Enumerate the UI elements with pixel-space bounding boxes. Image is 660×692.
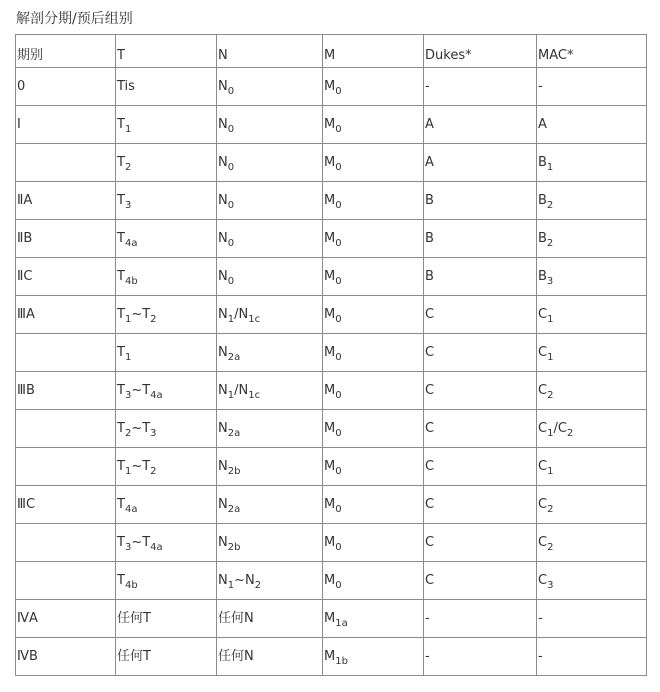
cell-subscript: 0 (335, 161, 342, 173)
cell-subscript: 3 (124, 541, 132, 553)
cell-mac (537, 334, 647, 372)
cell-subscript: 3 (150, 427, 157, 439)
cell-subscript: 1 (124, 123, 132, 135)
header-dukes: Dukes* (424, 35, 537, 68)
cell-stage (16, 600, 116, 638)
cell-stage (16, 448, 116, 486)
cell-text: M (324, 306, 336, 322)
cell-m (323, 68, 424, 106)
cell-text: /N (234, 306, 249, 322)
cell-subscript: 2 (546, 237, 554, 249)
cell-m (323, 144, 424, 182)
cell-t (116, 106, 217, 144)
cell-text: - (538, 610, 543, 626)
cell-dukes (424, 524, 537, 562)
cell-t (116, 144, 217, 182)
cell-text: ⅢC (17, 496, 36, 512)
cell-subscript: 1c (248, 313, 261, 325)
cell-text: M (324, 192, 336, 208)
cell-t (116, 562, 217, 600)
cell-text: C (538, 534, 548, 550)
cell-t (116, 220, 217, 258)
cell-text: /C (553, 420, 567, 436)
header-t: T (116, 35, 217, 68)
cell-text: T (117, 344, 125, 360)
cell-mac (537, 296, 647, 334)
cell-text: B (425, 230, 434, 246)
cell-n (217, 372, 323, 410)
cell-subscript: 1c (248, 389, 261, 401)
cell-subscript: 2 (547, 389, 554, 401)
cell-text: ⅡB (17, 230, 33, 246)
cell-subscript: 2 (150, 465, 157, 477)
cell-text: ~T (131, 420, 151, 436)
cell-dukes (424, 562, 537, 600)
cell-subscript: 2a (227, 427, 241, 439)
cell-text: T (117, 154, 125, 170)
cell-text: C (538, 572, 548, 588)
cell-text: ⅣA (17, 610, 38, 626)
cell-text: - (538, 648, 543, 664)
cell-text: M (324, 572, 336, 588)
cell-text: B (538, 230, 547, 246)
cell-subscript: 0 (335, 541, 342, 553)
cell-text: M (324, 230, 336, 246)
cell-text: C (538, 420, 548, 436)
cell-subscript: 1 (546, 161, 554, 173)
cell-stage (16, 562, 116, 600)
cell-mac (537, 486, 647, 524)
cell-subscript: 4b (124, 275, 138, 287)
cell-text: Ⅰ (17, 116, 21, 132)
table-caption: 解剖分期/预后组别 (16, 11, 133, 27)
cell-dukes (424, 144, 537, 182)
cell-t (116, 448, 217, 486)
cell-text: ⅢA (17, 306, 35, 322)
cell-mac (537, 220, 647, 258)
cell-n (217, 448, 323, 486)
cell-dukes (424, 448, 537, 486)
cell-stage (16, 106, 116, 144)
cell-text: B (538, 154, 547, 170)
cell-m (323, 258, 424, 296)
cell-text: T (117, 572, 125, 588)
cell-mac (537, 638, 647, 676)
cell-t (116, 638, 217, 676)
cell-subscript: 0 (335, 237, 342, 249)
cell-text: N (218, 572, 228, 588)
cell-text: C (425, 420, 435, 436)
table-row (16, 220, 647, 258)
cell-text: N (218, 116, 228, 132)
cell-m (323, 410, 424, 448)
cell-text: A (538, 116, 547, 132)
cell-subscript: 1 (547, 465, 554, 477)
cell-mac (537, 600, 647, 638)
cell-text: C (538, 496, 548, 512)
cell-text: B (425, 192, 434, 208)
cell-t (116, 258, 217, 296)
cell-subscript: 1 (547, 351, 554, 363)
cell-text: 0 (17, 78, 26, 94)
cell-mac (537, 410, 647, 448)
cell-t (116, 68, 217, 106)
cell-text: ~T (131, 306, 151, 322)
header-m: M (323, 35, 424, 68)
cell-mac (537, 372, 647, 410)
cell-t (116, 486, 217, 524)
cell-subscript: 0 (227, 199, 235, 211)
cell-m (323, 638, 424, 676)
cell-text: 任何N (218, 648, 254, 664)
cell-subscript: 0 (227, 123, 235, 135)
cell-n (217, 258, 323, 296)
cell-subscript: 0 (335, 465, 342, 477)
cell-text: 任何N (218, 610, 254, 626)
cell-subscript: 1a (335, 617, 348, 629)
table-body (16, 68, 647, 676)
cell-dukes (424, 182, 537, 220)
cell-text: C (538, 458, 548, 474)
table-row (16, 106, 647, 144)
cell-text: C (425, 344, 435, 360)
cell-text: C (425, 458, 435, 474)
cell-text: ~T (131, 458, 151, 474)
cell-t (116, 524, 217, 562)
table-row (16, 448, 647, 486)
cell-subscript: 0 (335, 313, 342, 325)
cell-text: A (425, 154, 434, 170)
cell-text: /N (234, 382, 249, 398)
cell-mac (537, 258, 647, 296)
cell-dukes (424, 410, 537, 448)
cell-mac (537, 524, 647, 562)
cell-subscript: 1 (124, 351, 132, 363)
table-row (16, 410, 647, 448)
cell-subscript: 2 (254, 579, 262, 591)
cell-subscript: 0 (227, 85, 235, 97)
cell-subscript: 0 (335, 199, 342, 211)
table-row (16, 68, 647, 106)
cell-m (323, 562, 424, 600)
cell-n (217, 68, 323, 106)
cell-subscript: 4b (124, 579, 138, 591)
cell-text: T (117, 306, 125, 322)
cell-subscript: 0 (227, 161, 235, 173)
cell-m (323, 296, 424, 334)
cell-text: Tis (117, 78, 135, 94)
cell-subscript: 0 (335, 579, 342, 591)
cell-n (217, 334, 323, 372)
cell-stage (16, 182, 116, 220)
cell-stage (16, 296, 116, 334)
cell-subscript: 1 (227, 389, 235, 401)
cell-n (217, 296, 323, 334)
cell-t (116, 372, 217, 410)
cell-text: C (425, 306, 435, 322)
cell-text: M (324, 420, 336, 436)
table-row (16, 296, 647, 334)
cell-m (323, 334, 424, 372)
cell-text: C (538, 382, 548, 398)
table-row (16, 258, 647, 296)
cell-subscript: 2b (227, 465, 241, 477)
cell-m (323, 524, 424, 562)
cell-text: C (425, 572, 435, 588)
cell-subscript: 1b (335, 655, 348, 667)
header-mac: MAC* (537, 35, 647, 68)
cell-text: M (324, 154, 336, 170)
cell-n (217, 220, 323, 258)
cell-dukes (424, 258, 537, 296)
cell-text: N (218, 268, 228, 284)
table-row (16, 334, 647, 372)
cell-text: B (538, 268, 547, 284)
cell-stage (16, 372, 116, 410)
cell-text: 任何T (117, 648, 151, 664)
cell-text: T (117, 420, 125, 436)
cell-text: N (218, 78, 228, 94)
cell-subscript: 1 (124, 313, 132, 325)
cell-subscript: 2a (227, 351, 241, 363)
cell-text: ⅣB (17, 648, 38, 664)
cell-n (217, 524, 323, 562)
cell-m (323, 448, 424, 486)
cell-subscript: 0 (335, 85, 342, 97)
cell-n (217, 638, 323, 676)
cell-subscript: 1 (227, 313, 235, 325)
cell-text: T (117, 496, 125, 512)
header-row (16, 35, 647, 68)
cell-subscript: 0 (335, 123, 342, 135)
cell-t (116, 296, 217, 334)
cell-text: M (324, 496, 336, 512)
cell-t (116, 334, 217, 372)
cell-m (323, 486, 424, 524)
cell-text: N (218, 534, 228, 550)
cell-subscript: 2 (124, 161, 132, 173)
cell-n (217, 410, 323, 448)
cell-subscript: 0 (335, 389, 342, 401)
cell-text: N (218, 306, 228, 322)
cell-t (116, 410, 217, 448)
cell-text: C (538, 306, 548, 322)
cell-subscript: 1 (227, 579, 235, 591)
table-row (16, 372, 647, 410)
cell-text: M (324, 610, 336, 626)
cell-text: M (324, 344, 336, 360)
cell-text: ⅡC (17, 268, 33, 284)
cell-text: ~N (234, 572, 255, 588)
header-stage: 期别 (16, 35, 116, 68)
cell-text: M (324, 78, 336, 94)
cell-subscript: 2a (227, 503, 241, 515)
cell-subscript: 2 (566, 427, 574, 439)
cell-subscript: 3 (124, 199, 132, 211)
cell-subscript: 2 (150, 313, 157, 325)
cell-n (217, 562, 323, 600)
cell-text: T (117, 116, 125, 132)
cell-subscript: 4a (124, 237, 138, 249)
cell-text: M (324, 382, 336, 398)
cell-subscript: 2 (547, 541, 554, 553)
cell-stage (16, 258, 116, 296)
cell-dukes (424, 600, 537, 638)
cell-dukes (424, 106, 537, 144)
cell-subscript: 0 (335, 275, 342, 287)
cell-m (323, 220, 424, 258)
cell-n (217, 600, 323, 638)
cell-stage (16, 220, 116, 258)
cell-stage (16, 486, 116, 524)
cell-mac (537, 144, 647, 182)
cell-mac (537, 562, 647, 600)
cell-t (116, 182, 217, 220)
cell-subscript: 4a (124, 503, 138, 515)
cell-text: N (218, 420, 228, 436)
header-n: N (217, 35, 323, 68)
cell-text: N (218, 230, 228, 246)
cell-n (217, 486, 323, 524)
table-row (16, 600, 647, 638)
cell-subscript: 4a (150, 389, 163, 401)
table-row (16, 486, 647, 524)
cell-text: B (425, 268, 434, 284)
cell-t (116, 600, 217, 638)
cell-text: M (324, 116, 336, 132)
cell-n (217, 144, 323, 182)
cell-text: ~T (131, 382, 151, 398)
cell-text: - (425, 78, 430, 94)
cell-text: ⅡA (17, 192, 33, 208)
cell-text: C (538, 344, 548, 360)
cell-text: - (538, 78, 543, 94)
cell-text: ⅢB (17, 382, 35, 398)
table-header (16, 35, 647, 68)
table-row (16, 562, 647, 600)
cell-text: C (425, 534, 435, 550)
cell-subscript: 2 (124, 427, 132, 439)
cell-stage (16, 638, 116, 676)
cell-subscript: 3 (546, 275, 554, 287)
cell-subscript: 2 (546, 199, 554, 211)
cell-m (323, 106, 424, 144)
cell-subscript: 2b (227, 541, 241, 553)
cell-stage (16, 334, 116, 372)
cell-text: M (324, 268, 336, 284)
cell-text: M (324, 648, 336, 664)
cell-subscript: 2 (547, 503, 554, 515)
table-row (16, 144, 647, 182)
cell-subscript: 0 (335, 503, 342, 515)
cell-dukes (424, 372, 537, 410)
cell-text: - (425, 610, 430, 626)
cell-subscript: 1 (124, 465, 132, 477)
cell-text: 任何T (117, 610, 151, 626)
cell-stage (16, 410, 116, 448)
cell-stage (16, 68, 116, 106)
cell-subscript: 0 (227, 275, 235, 287)
table-row (16, 524, 647, 562)
cell-text: B (538, 192, 547, 208)
cell-text: T (117, 458, 125, 474)
cell-text: M (324, 534, 336, 550)
cell-text: N (218, 458, 228, 474)
cell-text: N (218, 154, 228, 170)
cell-dukes (424, 334, 537, 372)
cell-text: M (324, 458, 336, 474)
cell-text: T (117, 268, 125, 284)
cell-subscript: 3 (547, 579, 554, 591)
cell-n (217, 106, 323, 144)
cell-text: T (117, 382, 125, 398)
table-row (16, 182, 647, 220)
cell-subscript: 0 (335, 427, 342, 439)
cell-text: N (218, 192, 228, 208)
cell-text: - (425, 648, 430, 664)
cell-text: T (117, 534, 125, 550)
cell-m (323, 372, 424, 410)
cell-dukes (424, 296, 537, 334)
staging-table (15, 34, 647, 676)
cell-subscript: 1 (547, 427, 554, 439)
cell-text: C (425, 382, 435, 398)
cell-text: T (117, 192, 125, 208)
cell-text: T (117, 230, 125, 246)
cell-n (217, 182, 323, 220)
cell-subscript: 4a (150, 541, 163, 553)
cell-mac (537, 106, 647, 144)
cell-text: C (425, 496, 435, 512)
cell-text: N (218, 496, 228, 512)
cell-text: ~T (131, 534, 151, 550)
cell-dukes (424, 68, 537, 106)
cell-mac (537, 448, 647, 486)
cell-m (323, 182, 424, 220)
cell-stage (16, 144, 116, 182)
table-row (16, 638, 647, 676)
cell-dukes (424, 220, 537, 258)
cell-dukes (424, 486, 537, 524)
cell-text: N (218, 344, 228, 360)
cell-mac (537, 68, 647, 106)
cell-dukes (424, 638, 537, 676)
cell-mac (537, 182, 647, 220)
cell-subscript: 1 (547, 313, 554, 325)
cell-text: N (218, 382, 228, 398)
cell-subscript: 0 (335, 351, 342, 363)
cell-m (323, 600, 424, 638)
cell-subscript: 0 (227, 237, 235, 249)
cell-text: A (425, 116, 434, 132)
cell-subscript: 3 (124, 389, 132, 401)
cell-stage (16, 524, 116, 562)
